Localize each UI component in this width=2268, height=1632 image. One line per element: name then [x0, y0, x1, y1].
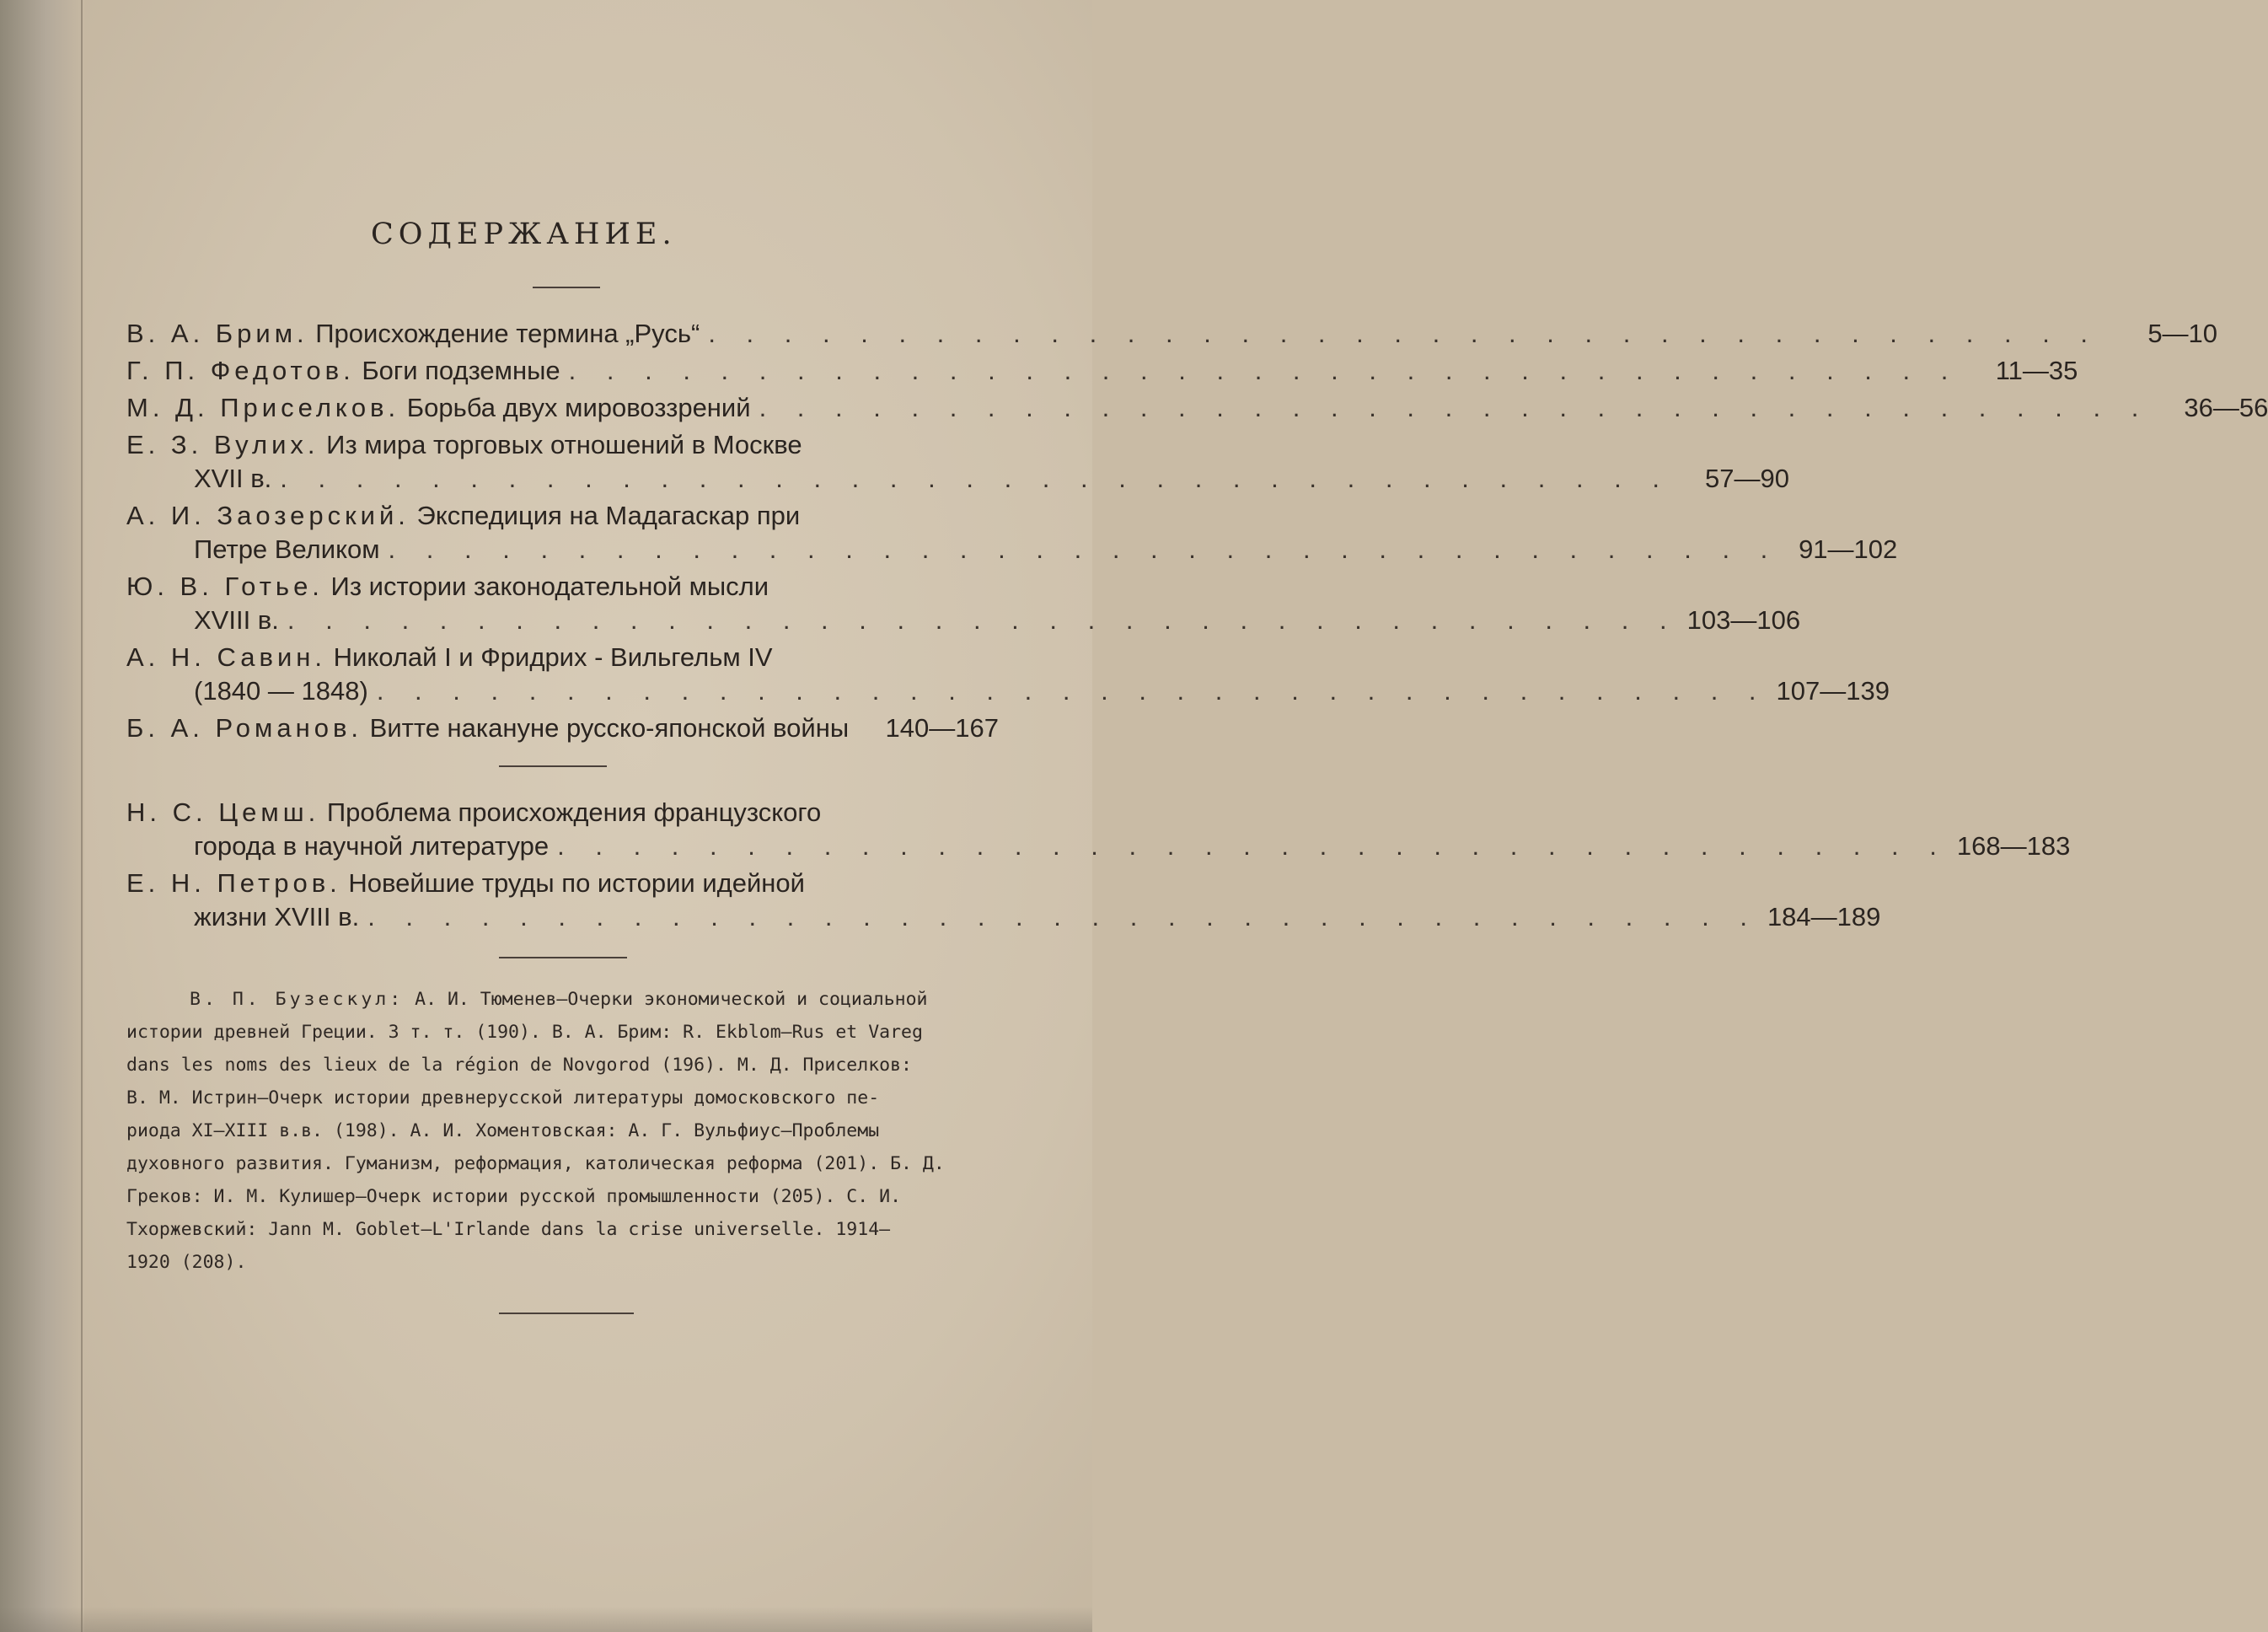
toc-entry [126, 317, 2218, 351]
toc-pages: 184—189 [1767, 902, 1881, 931]
section-rule [499, 765, 607, 767]
toc-author: Н. С. Цемш. [126, 797, 320, 827]
reviews-line: 1920 (208). [126, 1252, 247, 1273]
reviews-line: истории древней Греции. 3 т. т. (190). В. А. Брим: R. Ekblom—Rus et Vareg [126, 1022, 923, 1043]
toc-author: В. А. Брим. [126, 319, 308, 348]
toc-entry [126, 867, 1881, 934]
toc-secondary [126, 796, 2071, 934]
closing-rule [499, 1313, 634, 1314]
leader-dots: . . . . . . . . . . . . . . . . . . . . . . . . . . . . . . . . . . . . . [388, 534, 1780, 564]
toc-title-cont: Петре Великом [194, 534, 380, 564]
toc-pages: 103—106 [1686, 605, 1801, 635]
toc-title: Из истории законодательной мысли [330, 572, 769, 601]
toc-author: Ю. В. Готье. [126, 572, 324, 601]
toc-pages: 5—10 [2147, 319, 2218, 348]
toc-pages: 140—167 [885, 713, 999, 743]
leader-dots: . . . . . . . . . . . . . . . . . . . . . . . . . . . . . . . . . . . . . [287, 605, 1679, 635]
reviews-line: В. М. Истрин—Очерк истории древнерусской литературы домосковского пе- [126, 1087, 880, 1109]
toc-entry [126, 641, 1890, 708]
leader-dots: . . . . . . . . . . . . . . . . . . . . . . . . . . . . . . . . . . . . . [367, 902, 1759, 931]
toc-title: Николай I и Фридрих - Вильгельм IV [333, 642, 773, 672]
toc-author: А. Н. Савин. [126, 642, 327, 672]
toc-author: Е. Н. Петров. [126, 868, 341, 898]
toc-author: Е. З. Вулих. [126, 430, 319, 459]
adjacent-page-edge [0, 0, 84, 1632]
reviewer-name: В. П. Бузескул: [190, 989, 405, 1010]
toc-author: А. И. Заозерский. [126, 501, 410, 530]
reviews-line: риода XI—XIII в.в. (198). А. И. Хоментовская: А. Г. Вульфиус—Проблемы [126, 1120, 880, 1141]
toc-pages: 107—139 [1776, 676, 1890, 706]
review-text: А. И. Тюменев—Очерки экономической и социальной [415, 989, 928, 1010]
page-title: СОДЕРЖАНИЕ. [371, 217, 677, 251]
leader-dots: . . . . . . . . . . . . . . . . . . . . . . . . . . . . . . . . . . . . . [759, 393, 2151, 422]
reviews-line: Греков: И. М. Кулишер—Очерк истории русской промышленности (205). С. И. [126, 1186, 902, 1207]
reviews-line: духовного развития. Гуманизм, реформация, католическая реформа (201). Б. Д. [126, 1153, 945, 1174]
toc-pages: 11—35 [1995, 356, 2078, 385]
toc-title-cont: (1840 — 1848) [194, 676, 368, 706]
toc-author: Б. А. Романов. [126, 713, 363, 743]
leader-dots: . . . . . . . . . . . . . . . . . . . . . . . . . . . . . . . . . . . . . [557, 831, 1949, 861]
toc-entry [126, 570, 1801, 637]
leader-dots: . . . . . . . . . . . . . . . . . . . . . . . . . . . . . . . . . . . . . [280, 464, 1672, 493]
reviews-paragraph [126, 983, 1003, 1279]
toc-title-cont: города в научной литературе [194, 831, 550, 861]
toc-author: М. Д. Приселков. [126, 393, 400, 422]
leader-dots: . . . . . . . . . . . . . . . . . . . . . . . . . . . . . . . . . . . . . [568, 356, 1960, 385]
page-bottom-shadow [0, 1607, 1092, 1632]
toc-entry [126, 354, 2078, 388]
toc-entry [126, 391, 2268, 425]
toc-title-cont: XVIII в. [194, 605, 279, 635]
toc-title-cont: жизни XVIII в. [194, 902, 360, 931]
leader-dots: . . . . . . . . . . . . . . . . . . . . . . . . . . . . . . . . . . . . . [708, 319, 2100, 348]
reviews-line: dans les noms des lieux de la région de Novgorod (196). М. Д. Приселков: [126, 1055, 912, 1076]
section-rule [499, 957, 627, 958]
toc-main [126, 317, 2268, 745]
toc-pages: 57—90 [1705, 464, 1790, 493]
toc-pages: 91—102 [1799, 534, 1898, 564]
toc-title: Новейшие труды по истории идейной [348, 868, 805, 898]
toc-title: Витте накануне русско-японской войны [369, 713, 850, 743]
toc-title: Боги подземные [362, 356, 560, 385]
toc-title: Происхождение термина „Русь“ [315, 319, 700, 348]
title-rule [533, 287, 600, 288]
toc-title: Из мира торговых отношений в Москве [326, 430, 802, 459]
book-spine-shadow [81, 0, 83, 1632]
toc-pages: 168—183 [1956, 831, 2071, 861]
reviews-line [126, 983, 1003, 1016]
toc-entry [126, 499, 1898, 566]
toc-entry [126, 428, 1790, 496]
toc-title: Борьба двух мировоззрений [406, 393, 751, 422]
reviews-line: Тхоржевский: Jann M. Goblet—L'Irlande dans la crise universelle. 1914— [126, 1219, 891, 1240]
toc-title-cont: XVII в. [194, 464, 272, 493]
leader-dots: . . . . . . . . . . . . . . . . . . . . . . . . . . . . . . . . . . . . . [376, 676, 1768, 706]
toc-entry [126, 796, 2071, 863]
toc-author: Г. П. Федотов. [126, 356, 355, 385]
toc-title: Проблема происхождения французского [326, 797, 822, 827]
toc-title: Экспедиция на Мадагаскар при [416, 501, 801, 530]
toc-pages: 36—56 [2184, 393, 2268, 422]
toc-entry [126, 711, 999, 745]
